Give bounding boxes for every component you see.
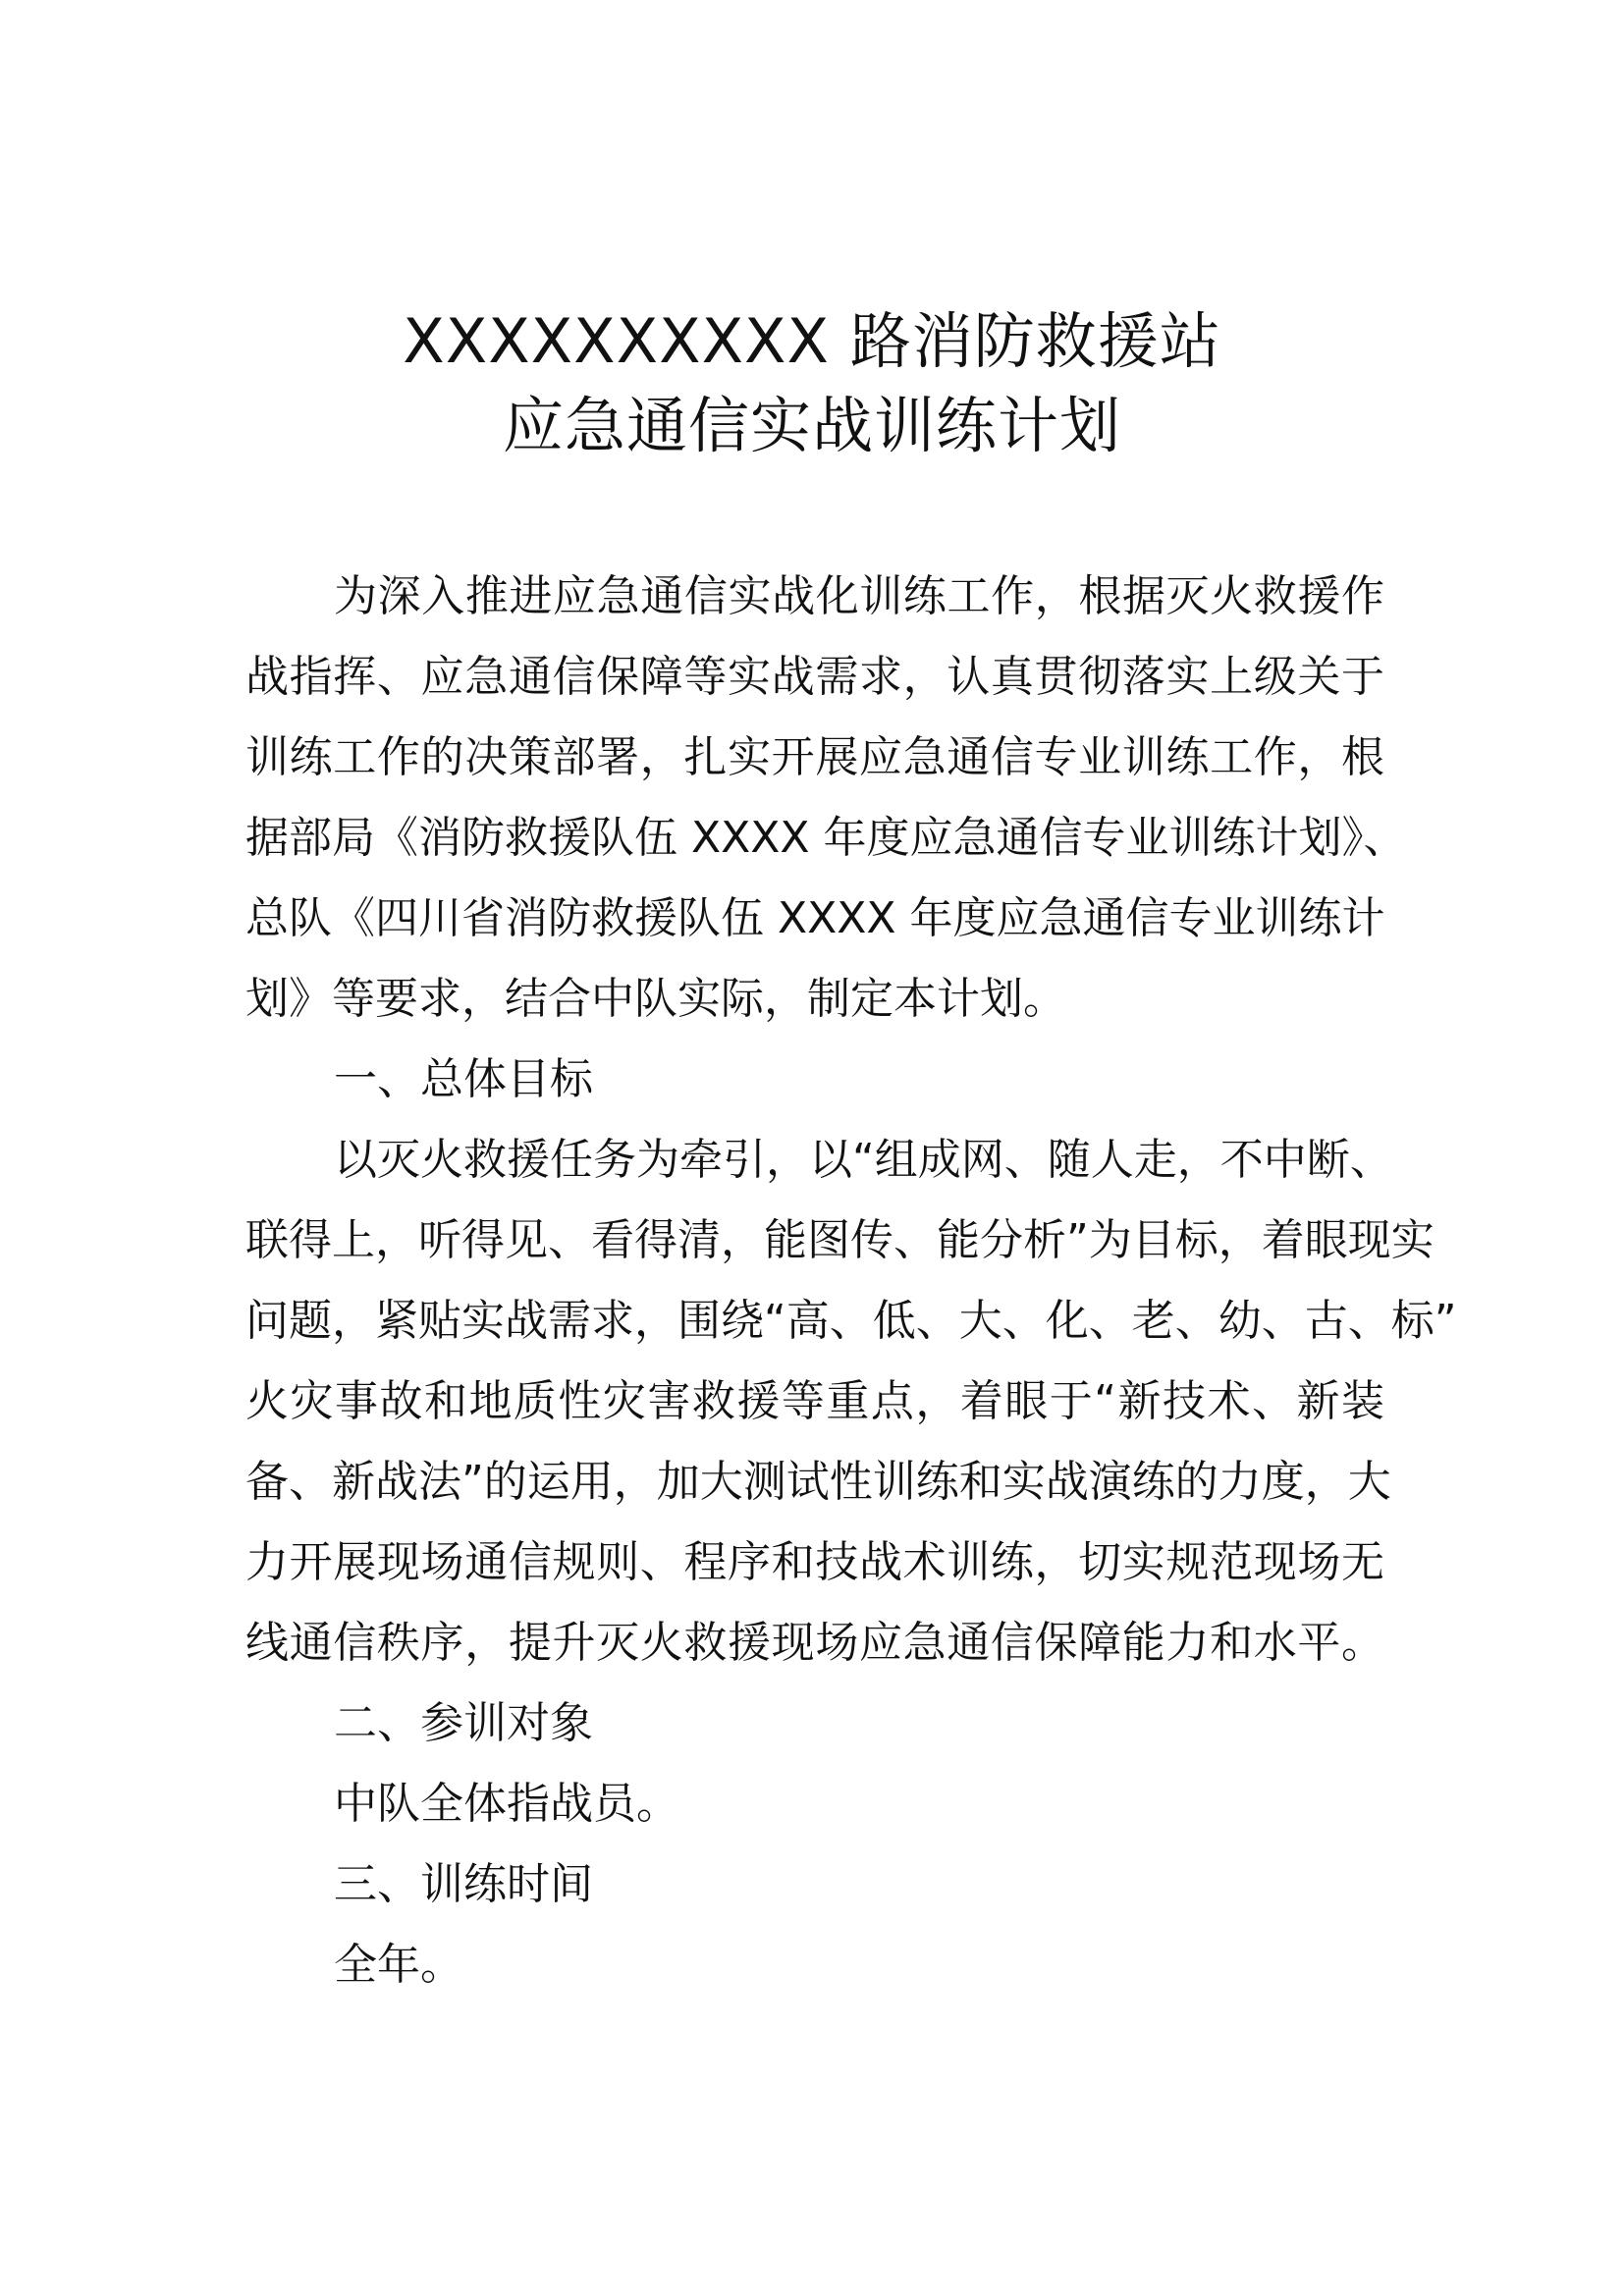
section-heading-training-time: 三、训练时间 xyxy=(334,1859,593,1909)
intro-paragraph-line: 战指挥、应急通信保障等实战需求，认真贯彻落实上级关于 xyxy=(245,652,1384,702)
intro-paragraph-line: 据部局《消防救援队伍 XXXX 年度应急通信专业训练计划》、 xyxy=(245,813,1407,863)
section1-paragraph-line: 备、新战法”的运用，加大测试性训练和实战演练的力度，大 xyxy=(245,1457,1391,1507)
section1-paragraph-line: 线通信秩序，提升灭火救援现场应急通信保障能力和水平。 xyxy=(245,1618,1384,1668)
section1-paragraph-line: 力开展现场通信规则、程序和技战术训练，切实规范现场无 xyxy=(245,1537,1384,1587)
section1-paragraph-line: 以灭火救援任务为牵引，以“组成网、随人走，不中断、 xyxy=(334,1135,1393,1185)
intro-paragraph-line: 训练工作的决策部署，扎实开展应急通信专业训练工作，根 xyxy=(245,732,1384,782)
intro-paragraph-line: 划》等要求，结合中队实际，制定本计划。 xyxy=(245,974,1066,1024)
section-heading-overall-goal: 一、总体目标 xyxy=(334,1054,593,1104)
section1-paragraph-line: 联得上，听得见、看得清，能图传、能分析”为目标，着眼现实 xyxy=(245,1215,1435,1265)
section2-body: 中队全体指战员。 xyxy=(334,1779,679,1829)
section1-paragraph-line: 问题，紧贴实战需求，围绕“高、低、大、化、老、幼、古、标” xyxy=(245,1296,1457,1346)
document-title-line2: 应急通信实战训练计划 xyxy=(502,390,1121,461)
document-title-line1: XXXXXXXXXX 路消防救援站 xyxy=(403,305,1221,377)
section-heading-trainees: 二、参训对象 xyxy=(334,1698,593,1748)
intro-paragraph-line: 为深入推进应急通信实战化训练工作，根据灭火救援作 xyxy=(334,571,1384,621)
section3-body: 全年。 xyxy=(334,1940,463,1990)
section1-paragraph-line: 火灾事故和地质性灾害救援等重点，着眼于“新技术、新装 xyxy=(245,1376,1384,1426)
intro-paragraph-line: 总队《四川省消防救援队伍 XXXX 年度应急通信专业训练计 xyxy=(245,893,1385,943)
